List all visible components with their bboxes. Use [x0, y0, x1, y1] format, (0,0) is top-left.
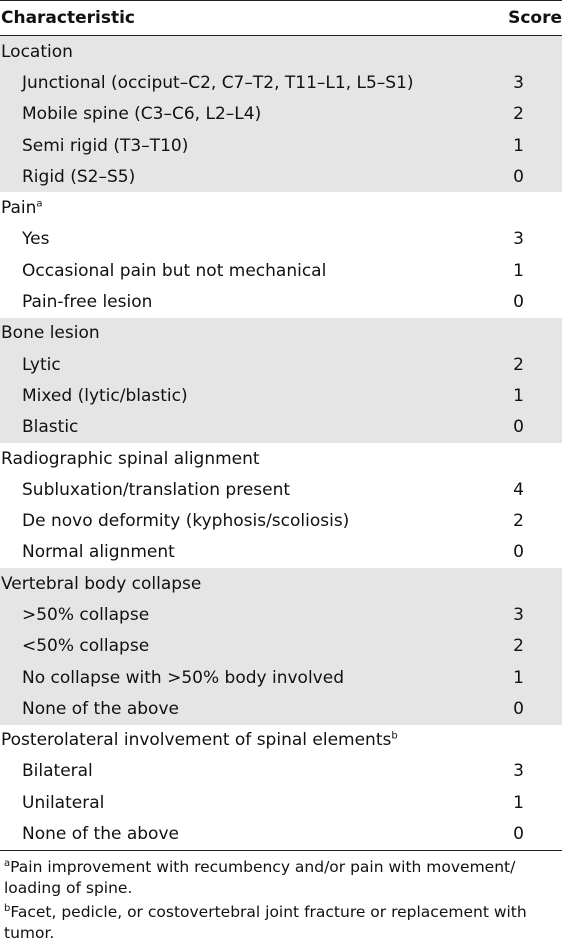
- category-label: [1, 198, 43, 218]
- table-body: [0, 36, 562, 850]
- table-row: [0, 537, 562, 568]
- item-label: Semi rigid (T3–T10): [22, 135, 189, 156]
- item-label: No collapse with >50% body involved: [22, 667, 344, 688]
- item-score: 1: [513, 667, 524, 688]
- footnotes: [0, 851, 562, 944]
- item-label: Pain-free lesion: [22, 292, 153, 313]
- category-label: [1, 42, 73, 62]
- table-row: [0, 286, 562, 317]
- category-label-text: Pain: [1, 198, 37, 219]
- category-label: [1, 730, 398, 750]
- item-score: 1: [513, 385, 524, 406]
- item-label: De novo deformity (kyphosis/scoliosis): [22, 511, 350, 532]
- category-label: [1, 323, 100, 343]
- item-score: 3: [513, 72, 524, 93]
- table-row: [0, 787, 562, 818]
- item-label: Junctional (occiput–C2, C7–T2, T11–L1, L5–S1): [22, 72, 414, 93]
- item-label: >50% collapse: [22, 604, 150, 625]
- table-group: [0, 192, 562, 317]
- table-row: [0, 255, 562, 286]
- footnote-text-continued: tumor.: [4, 923, 55, 942]
- footnote-marker: b: [391, 730, 398, 742]
- table-group: [0, 568, 562, 724]
- item-label: Unilateral: [22, 792, 105, 813]
- category-row: [0, 725, 562, 756]
- item-score: 3: [513, 604, 524, 625]
- table-row: [0, 693, 562, 724]
- table-row: [0, 380, 562, 411]
- item-score: 2: [513, 104, 524, 125]
- table-header: [0, 1, 562, 35]
- footnote-text: Pain improvement with recumbency and/or pain with movement/: [10, 857, 516, 876]
- category-row: [0, 318, 562, 349]
- item-score: 2: [513, 354, 524, 375]
- item-label: Normal alignment: [22, 542, 175, 563]
- item-score: 0: [513, 698, 524, 719]
- table-row: [0, 505, 562, 536]
- item-score: 0: [513, 417, 524, 438]
- category-label: [1, 449, 260, 469]
- category-row: [0, 443, 562, 474]
- table-group: [0, 318, 562, 443]
- table-group: [0, 36, 562, 192]
- table-group: [0, 725, 562, 850]
- item-label: <50% collapse: [22, 636, 150, 657]
- footnote-marker: a: [4, 857, 11, 869]
- table-row: [0, 99, 562, 130]
- category-row: [0, 192, 562, 223]
- item-score: 1: [513, 135, 524, 156]
- item-score: 0: [513, 292, 524, 313]
- item-score: 2: [513, 511, 524, 532]
- item-label: Lytic: [22, 354, 61, 375]
- category-label-text: Location: [1, 41, 73, 62]
- footnote: [4, 902, 552, 944]
- category-label: [1, 574, 201, 594]
- item-label: None of the above: [22, 824, 179, 845]
- item-score: 1: [513, 792, 524, 813]
- item-score: 1: [513, 260, 524, 281]
- table-row: [0, 474, 562, 505]
- item-score: 3: [513, 761, 524, 782]
- table-group: [0, 443, 562, 568]
- item-score: 3: [513, 229, 524, 250]
- item-label: Rigid (S2–S5): [22, 166, 136, 187]
- footnote-text-continued: loading of spine.: [4, 878, 133, 897]
- item-label: Mixed (lytic/blastic): [22, 385, 188, 406]
- score-header: Score: [508, 8, 562, 28]
- footnote-line: [4, 902, 552, 923]
- footnote-text: Facet, pedicle, or costovertebral joint fracture or replacement with: [10, 902, 527, 921]
- item-score: 4: [513, 479, 524, 500]
- item-label: Bilateral: [22, 761, 93, 782]
- table-row: [0, 130, 562, 161]
- footnote-line: [4, 857, 552, 878]
- table-row: [0, 756, 562, 787]
- item-score: 0: [513, 824, 524, 845]
- category-label-text: Radiographic spinal alignment: [1, 448, 260, 469]
- item-label: Occasional pain but not mechanical: [22, 260, 327, 281]
- characteristic-header: Characteristic: [1, 8, 135, 28]
- item-score: 2: [513, 636, 524, 657]
- table-row: [0, 662, 562, 693]
- footnote: [4, 857, 552, 899]
- item-label: Yes: [22, 229, 50, 250]
- category-label-text: Vertebral body collapse: [1, 573, 202, 594]
- table-row: [0, 224, 562, 255]
- table-row: [0, 349, 562, 380]
- table-row: [0, 161, 562, 192]
- item-label: None of the above: [22, 698, 179, 719]
- table-row: [0, 412, 562, 443]
- table-row: [0, 631, 562, 662]
- item-label: Mobile spine (C3–C6, L2–L4): [22, 104, 262, 125]
- item-score: 0: [513, 166, 524, 187]
- category-row: [0, 568, 562, 599]
- footnote-marker: b: [4, 902, 11, 914]
- item-score: 0: [513, 542, 524, 563]
- footnote-marker: a: [36, 198, 43, 210]
- item-label: Subluxation/translation present: [22, 479, 291, 500]
- category-row: [0, 36, 562, 67]
- table-row: [0, 599, 562, 630]
- table-row: [0, 67, 562, 98]
- category-label-text: Posterolateral involvement of spinal elements: [1, 730, 392, 751]
- category-label-text: Bone lesion: [1, 323, 100, 344]
- table-row: [0, 818, 562, 849]
- item-label: Blastic: [22, 417, 79, 438]
